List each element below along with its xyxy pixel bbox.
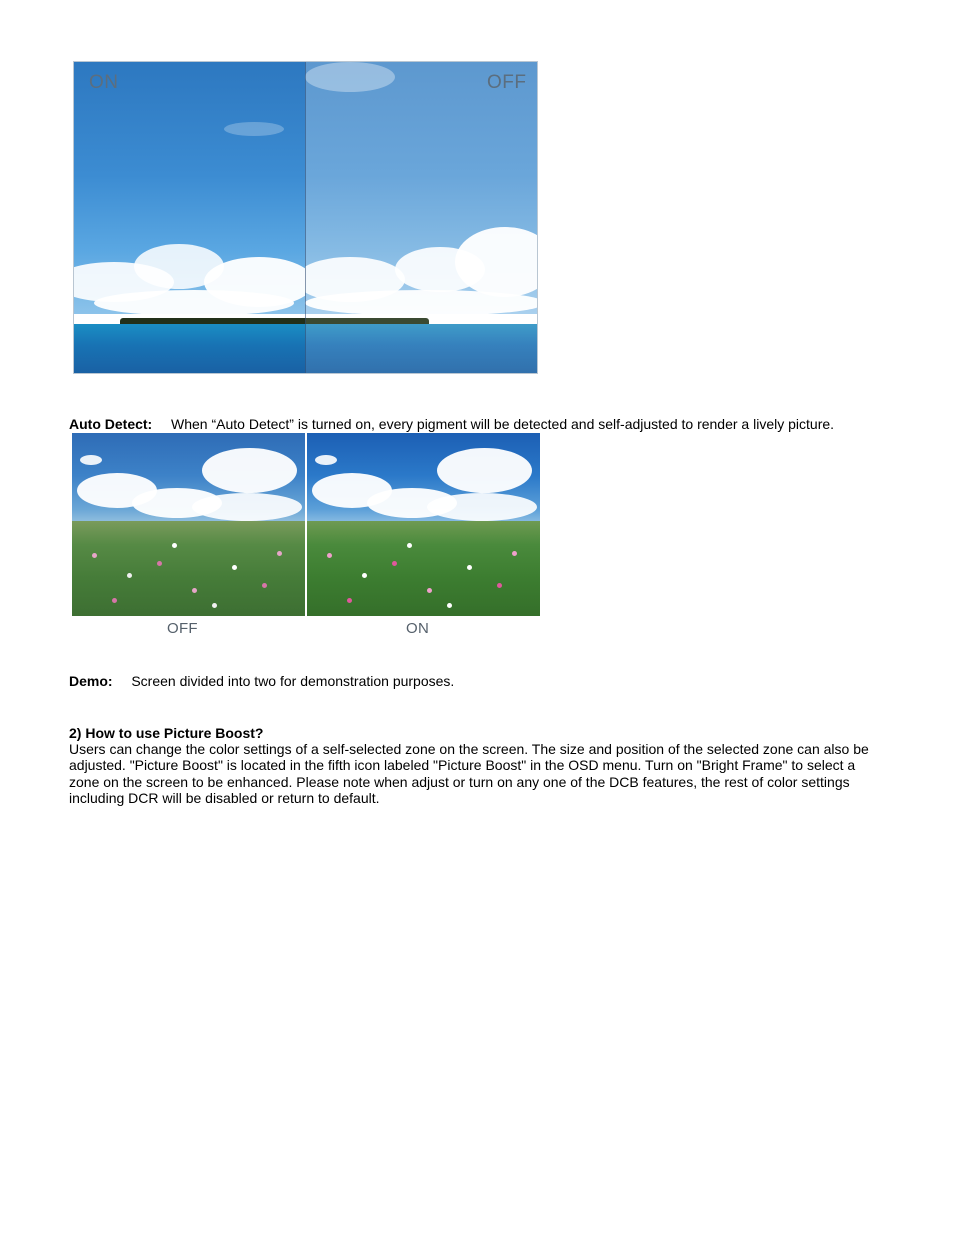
section-heading: 2) How to use Picture Boost? (69, 725, 264, 741)
auto-detect-description: When “Auto Detect” is turned on, every pigment will be detected and self-adjusted to render a lively picture. (171, 416, 835, 432)
caption-off: OFF (167, 620, 198, 637)
demo-description: Screen divided into two for demonstration purposes. (131, 673, 455, 689)
split-divider (305, 62, 306, 373)
demo-paragraph (69, 673, 454, 690)
label-off: OFF (487, 72, 527, 93)
flower-field-comparison-image (72, 433, 540, 616)
ocean-on-half (74, 62, 305, 373)
body-line: zone on the screen to be enhanced. Please note when adjust or turn on any one of the DCB features, the rest of color settings (69, 773, 850, 790)
body-line: including DCR will be disabled or return to default. (69, 789, 380, 806)
section-body (69, 741, 889, 806)
auto-detect-paragraph (69, 416, 834, 433)
demo-term: Demo: (69, 673, 113, 689)
ocean-comparison-image (73, 61, 538, 374)
caption-on: ON (406, 620, 430, 637)
label-on: ON (89, 72, 119, 93)
auto-detect-term: Auto Detect: (69, 416, 153, 432)
flower-on-panel (307, 433, 540, 616)
ocean-off-half (305, 62, 538, 373)
body-line: adjusted. "Picture Boost" is located in the fifth icon labeled "Picture Boost" in the OSD menu. Turn on "Bright Frame" to select a (69, 757, 856, 774)
flower-off-panel (72, 433, 305, 616)
body-line: Users can change the color settings of a self-selected zone on the screen. The size and position of the selected zone can also be (69, 741, 869, 757)
